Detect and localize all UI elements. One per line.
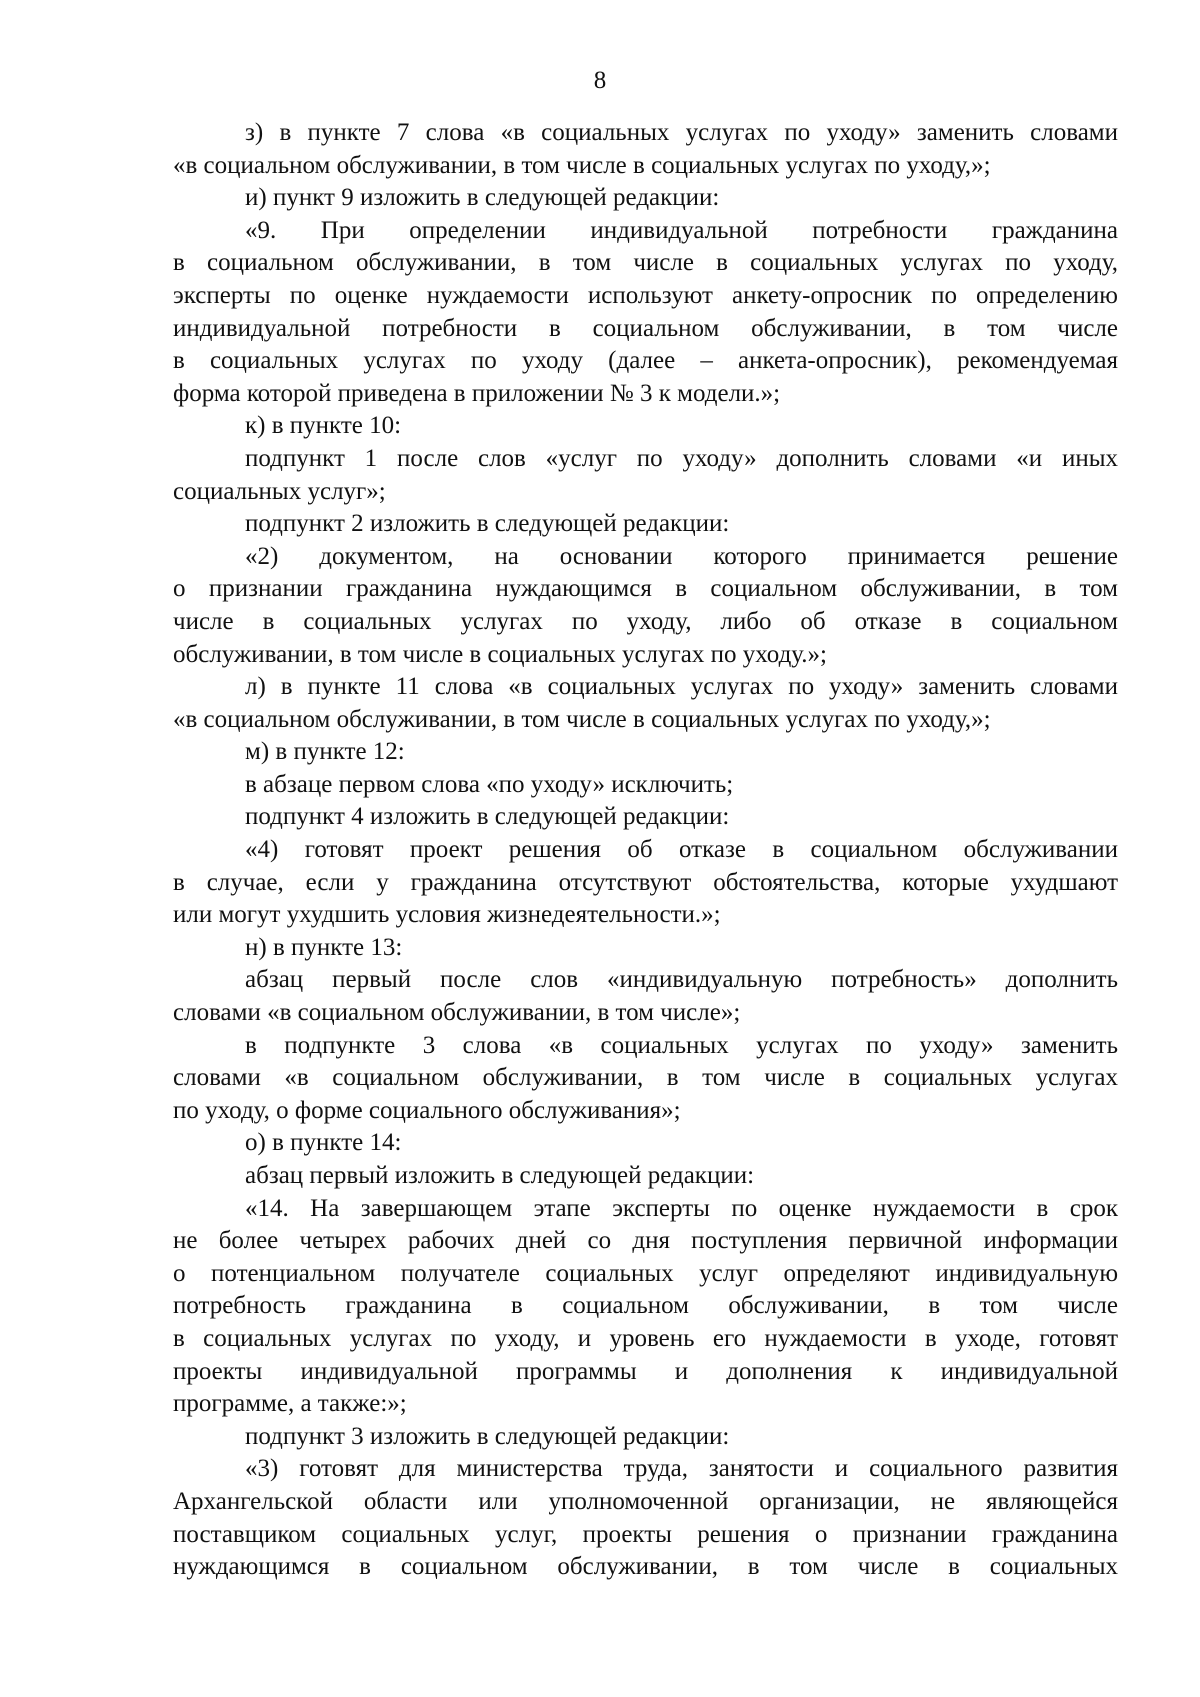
text-line: м) в пункте 12: xyxy=(245,738,405,766)
text-line: подпункт 1 после слов «услуг по уходу» дополнить словами «и иных xyxy=(245,444,1118,472)
text-line: эксперты по оценке нуждаемости используют анкету-опросник по определению xyxy=(173,281,1118,309)
text-line: подпункт 3 изложить в следующей редакции: xyxy=(245,1422,730,1450)
text-line: поставщиком социальных услуг, проекты решения о признании гражданина xyxy=(173,1520,1118,1548)
text-line: абзац первый изложить в следующей редакции: xyxy=(245,1162,755,1189)
text-line: «4) готовят проект решения об отказе в социальном обслуживании xyxy=(245,836,1118,864)
text-line: о) в пункте 14: xyxy=(245,1129,402,1157)
page-number: 8 xyxy=(593,67,607,94)
text-line: в случае, если у гражданина отсутствуют обстоятельства, которые ухудшают xyxy=(173,868,1118,896)
text-line: «14. На завершающем этапе эксперты по оценке нуждаемости в срок xyxy=(245,1194,1118,1222)
text-line: в социальных услугах по уходу (далее – анкета-опросник), рекомендуемая xyxy=(173,347,1118,375)
text-line: и) пункт 9 изложить в следующей редакции: xyxy=(245,184,720,212)
text-line: о потенциальном получателе социальных услуг определяют индивидуальную xyxy=(173,1259,1118,1287)
text-line: подпункт 4 изложить в следующей редакции: xyxy=(245,803,730,831)
text-line: нуждающимся в социальном обслуживании, в том числе в социальных xyxy=(173,1553,1118,1581)
text-line: в подпункте 3 слова «в социальных услугах по уходу» заменить xyxy=(245,1031,1118,1059)
text-line: программе, а также:»; xyxy=(173,1390,407,1418)
text-line: проекты индивидуальной программы и дополнения к индивидуальной xyxy=(173,1357,1118,1385)
text-line: л) в пункте 11 слова «в социальных услугах по уходу» заменить словами xyxy=(245,673,1118,701)
text-line: абзац первый после слов «индивидуальную потребность» дополнить xyxy=(245,966,1118,994)
text-line: в социальных услугах по уходу, и уровень его нуждаемости в уходе, готовят xyxy=(173,1324,1118,1352)
text-line: словами «в социальном обслуживании, в том числе в социальных услугах xyxy=(173,1064,1118,1092)
text-line: в социальном обслуживании, в том числе в социальных услугах по уходу, xyxy=(173,249,1118,277)
text-line: «2) документом, на основании которого принимается решение xyxy=(245,542,1118,570)
text-line: социальных услуг»; xyxy=(173,477,386,505)
text-line: словами «в социальном обслуживании, в том числе»; xyxy=(173,999,741,1027)
text-line: потребность гражданина в социальном обслуживании, в том числе xyxy=(173,1292,1118,1320)
text-line: «в социальном обслуживании, в том числе в социальных услугах по уходу,»; xyxy=(173,151,991,179)
text-line: индивидуальной потребности в социальном обслуживании, в том числе xyxy=(173,314,1118,342)
text-line: по уходу, о форме социального обслуживания»; xyxy=(173,1096,681,1124)
document-body xyxy=(173,117,1118,1584)
text-line: н) в пункте 13: xyxy=(245,933,403,961)
text-line: или могут ухудшить условия жизнедеятельности.»; xyxy=(173,901,721,929)
text-line: «3) готовят для министерства труда, занятости и социального развития xyxy=(245,1455,1118,1483)
text-line: з) в пункте 7 слова «в социальных услугах по уходу» заменить словами xyxy=(245,119,1118,146)
text-line: подпункт 2 изложить в следующей редакции: xyxy=(245,510,730,538)
text-line: не более четырех рабочих дней со дня поступления первичной информации xyxy=(173,1227,1118,1255)
text-line: «в социальном обслуживании, в том числе в социальных услугах по уходу,»; xyxy=(173,705,991,733)
text-line: к) в пункте 10: xyxy=(245,412,402,440)
text-line: о признании гражданина нуждающимся в социальном обслуживании, в том xyxy=(173,575,1118,603)
text-line: форма которой приведена в приложении № 3 к модели.»; xyxy=(173,379,781,407)
text-line: числе в социальных услугах по уходу, либо об отказе в социальном xyxy=(173,607,1118,635)
text-line: обслуживании, в том числе в социальных услугах по уходу.»; xyxy=(173,640,828,668)
text-line: Архангельской области или уполномоченной организации, не являющейся xyxy=(173,1487,1118,1515)
text-line: «9. При определении индивидуальной потребности гражданина xyxy=(245,216,1118,244)
text-line: в абзаце первом слова «по уходу» исключить; xyxy=(245,770,734,798)
